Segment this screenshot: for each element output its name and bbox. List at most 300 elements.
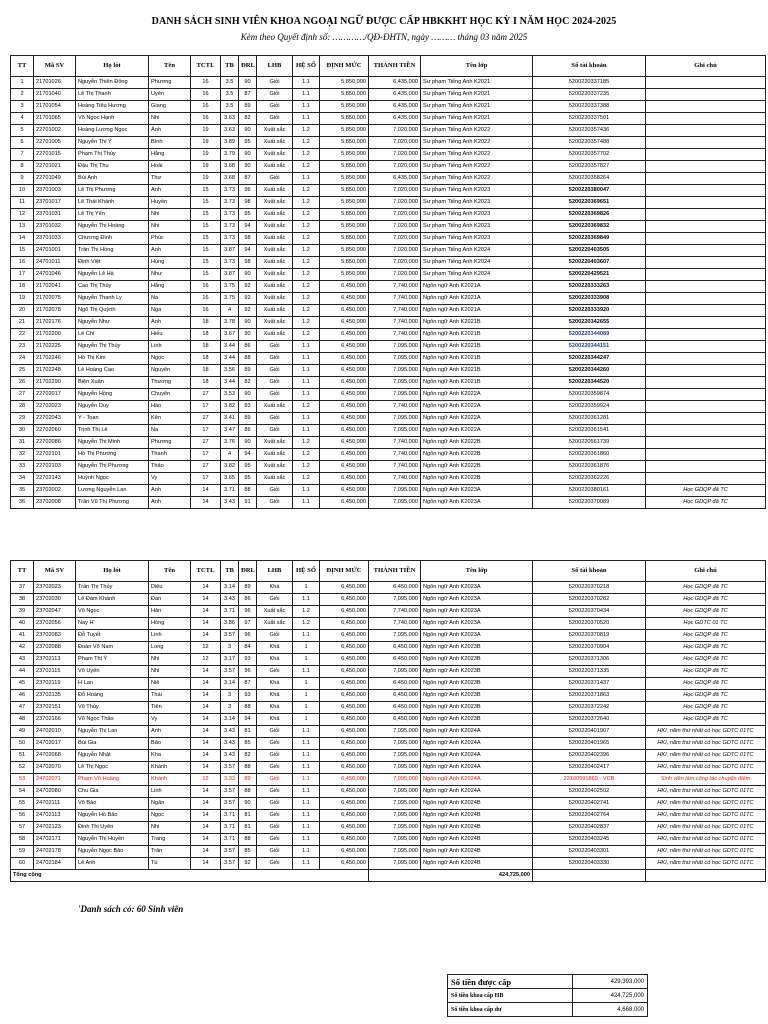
cell-bank-account: 5200220369826 [533, 209, 646, 221]
cell-last-middle-name: Hoàng Lương Ngọc [76, 125, 149, 137]
cell-student-id: 23702088 [34, 642, 76, 654]
cell-student-id: 24702010 [34, 726, 76, 738]
cell-conduct-score: 90 [239, 269, 257, 281]
table-row [11, 257, 766, 269]
cell-last-middle-name: Huỳnh Ngọc [76, 473, 149, 485]
header-quota: ĐỊNH MỨC [320, 56, 369, 77]
cell-student-id: 24702111 [34, 798, 76, 810]
table-row [11, 786, 766, 798]
cell-scholarship-level: Giỏi [257, 77, 293, 89]
cell-first-name: Thư [149, 173, 191, 185]
cell-first-name: Bảo [149, 738, 191, 750]
cell-quota: 6,450,000 [320, 461, 369, 473]
cell-last-middle-name: Đỗ Tuyết [76, 630, 149, 642]
document-title: DANH SÁCH SINH VIÊN KHOA NGOẠI NGỮ ĐƯỢC CẤP HBKKHT HỌC KỲ I NĂM HỌC 2024-2025 [151, 16, 617, 27]
table-row [11, 485, 766, 497]
cell-last-middle-name: Phạm Thị Ý [76, 654, 149, 666]
cell-note: HKI, năm thứ nhất có học GDTC 01TC [646, 810, 766, 822]
cell-last-middle-name: Hồ Thị Kim [76, 353, 149, 365]
cell-conduct-score: 96 [239, 606, 257, 618]
cell-class-name: Ngôn ngữ Anh K2024A [421, 774, 533, 786]
summary-value: 429,393,000 [572, 975, 647, 989]
cell-conduct-score: 90 [239, 798, 257, 810]
document-subtitle: Kèm theo Quyết định số: …………/QĐ-ĐHTN, ngày ……… tháng 03 năm 2025 [240, 32, 528, 42]
cell-gpa: 3.41 [221, 413, 239, 425]
header-bank-account: Số tài khoản [533, 561, 646, 582]
cell-class-name: Ngôn ngữ Anh K2024B [421, 798, 533, 810]
cell-credits: 14 [191, 834, 221, 846]
cell-coefficient: 1.2 [293, 449, 320, 461]
cell-amount: 7,095,000 [369, 738, 421, 750]
cell-last-middle-name: Lương Nguyễn Lan [76, 485, 149, 497]
cell-credits: 14 [191, 822, 221, 834]
cell-first-name: Hào [149, 401, 191, 413]
cell-credits: 18 [191, 365, 221, 377]
cell-first-name: Na [149, 293, 191, 305]
cell-credits: 19 [191, 161, 221, 173]
cell-amount: 7,020,000 [369, 257, 421, 269]
cell-coefficient: 1.1 [293, 630, 320, 642]
cell-amount: 7,740,000 [369, 606, 421, 618]
cell-gpa: 3.87 [221, 245, 239, 257]
cell-first-name: Ngọc [149, 810, 191, 822]
table-row [11, 497, 766, 509]
cell-coefficient: 1.1 [293, 101, 320, 113]
cell-coefficient: 1.1 [293, 774, 320, 786]
cell-student-id: 24702184 [34, 858, 76, 870]
cell-conduct-score: 88 [239, 485, 257, 497]
cell-scholarship-level: Xuất sắc [257, 197, 293, 209]
table-row [11, 762, 766, 774]
table-row [11, 353, 766, 365]
cell-scholarship-level: Giỏi [257, 834, 293, 846]
cell-coefficient: 1.2 [293, 185, 320, 197]
cell-first-name: Hùng [149, 257, 191, 269]
cell-conduct-score: 90 [239, 149, 257, 161]
cell-scholarship-level: Xuất sắc [257, 221, 293, 233]
summary-label: Số tiền khoa cấp dư [448, 1003, 573, 1017]
cell-note: Học GDQP đã TC [646, 582, 766, 594]
cell-gpa: 3.56 [221, 365, 239, 377]
scholarship-table-page-2 [10, 560, 766, 882]
cell-note: HKI, năm thứ nhất có học GDTC 01TC [646, 786, 766, 798]
cell-class-name: Sư phạm Tiếng Anh K2022 [421, 125, 533, 137]
cell-conduct-score: 92 [239, 858, 257, 870]
cell-student-id: 23702135 [34, 690, 76, 702]
cell-gpa: 3.43 [221, 726, 239, 738]
cell-scholarship-level: Giỏi [257, 173, 293, 185]
cell-gpa: 3.57 [221, 798, 239, 810]
cell-scholarship-level: Xuất sắc [257, 293, 293, 305]
cell-gpa: 3.86 [221, 618, 239, 630]
cell-gpa: 3.73 [221, 233, 239, 245]
cell-row-number: 37 [11, 582, 34, 594]
cell-amount: 6,450,000 [369, 690, 421, 702]
cell-quota: 6,450,000 [320, 654, 369, 666]
cell-row-number: 34 [11, 473, 34, 485]
table-row [11, 834, 766, 846]
cell-last-middle-name: Đinh Việt [76, 257, 149, 269]
cell-bank-account: 5200220401965 [533, 738, 646, 750]
cell-quota: 5,850,000 [320, 149, 369, 161]
table-row [11, 606, 766, 618]
cell-coefficient: 1 [293, 702, 320, 714]
cell-row-number: 5 [11, 125, 34, 137]
cell-credits: 14 [191, 497, 221, 509]
cell-amount: 7,095,000 [369, 497, 421, 509]
cell-amount: 6,435,000 [369, 89, 421, 101]
cell-row-number: 26 [11, 377, 34, 389]
cell-scholarship-level: Xuất sắc [257, 185, 293, 197]
table-body [11, 77, 766, 509]
table-row [11, 437, 766, 449]
cell-row-number: 13 [11, 221, 34, 233]
cell-scholarship-level: Xuất sắc [257, 437, 293, 449]
cell-coefficient: 1.2 [293, 329, 320, 341]
cell-last-middle-name: Nguyễn Thị Huyền [76, 834, 149, 846]
cell-class-name: Ngôn ngữ Anh K2024A [421, 762, 533, 774]
cell-first-name: Hân [149, 606, 191, 618]
cell-quota: 5,850,000 [320, 161, 369, 173]
cell-scholarship-level: Giỏi [257, 353, 293, 365]
cell-credits: 14 [191, 594, 221, 606]
cell-note [646, 281, 766, 293]
cell-first-name: Khánh [149, 774, 191, 786]
cell-row-number: 49 [11, 726, 34, 738]
cell-first-name: Trang [149, 834, 191, 846]
cell-conduct-score: 85 [239, 738, 257, 750]
cell-coefficient: 1.2 [293, 233, 320, 245]
cell-quota: 6,450,000 [320, 293, 369, 305]
cell-quota: 5,850,000 [320, 137, 369, 149]
cell-bank-account: 5200220337388 [533, 101, 646, 113]
cell-note [646, 401, 766, 413]
header-gpa: TB [221, 561, 239, 582]
cell-row-number: 23 [11, 341, 34, 353]
cell-gpa: 3 [221, 690, 239, 702]
cell-bank-account: 5200220429521 [533, 269, 646, 281]
cell-conduct-score: 81 [239, 810, 257, 822]
cell-conduct-score: 93 [239, 690, 257, 702]
cell-note [646, 473, 766, 485]
cell-conduct-score: 81 [239, 726, 257, 738]
cell-row-number: 25 [11, 365, 34, 377]
cell-gpa: 4 [221, 305, 239, 317]
cell-conduct-score: 90 [239, 317, 257, 329]
cell-conduct-score: 97 [239, 618, 257, 630]
cell-quota: 5,850,000 [320, 269, 369, 281]
cell-class-name: Ngôn ngữ Anh K2022B [421, 437, 533, 449]
cell-last-middle-name: Nguyễn Như [76, 317, 149, 329]
cell-conduct-score: 92 [239, 281, 257, 293]
cell-amount: 6,450,000 [369, 582, 421, 594]
cell-credits: 16 [191, 281, 221, 293]
cell-scholarship-level: Giỏi [257, 594, 293, 606]
cell-quota: 5,850,000 [320, 89, 369, 101]
cell-coefficient: 1.1 [293, 810, 320, 822]
cell-note [646, 293, 766, 305]
cell-gpa: 3.57 [221, 858, 239, 870]
cell-row-number: 6 [11, 137, 34, 149]
header-scholarship-level: LHB [257, 561, 293, 582]
empty-cell [533, 870, 646, 882]
cell-conduct-score: 87 [239, 89, 257, 101]
cell-row-number: 52 [11, 762, 34, 774]
cell-last-middle-name: Nguyễn Thị Lan [76, 726, 149, 738]
cell-student-id: 24702113 [34, 810, 76, 822]
cell-gpa: 3.71 [221, 606, 239, 618]
cell-coefficient: 1.1 [293, 173, 320, 185]
cell-class-name: Ngôn ngữ Anh K2023A [421, 618, 533, 630]
cell-gpa: 3.44 [221, 341, 239, 353]
cell-amount: 7,095,000 [369, 786, 421, 798]
cell-gpa: 3.57 [221, 762, 239, 774]
cell-class-name: Ngôn ngữ Anh K2023A [421, 630, 533, 642]
header-credits: TCTL [191, 56, 221, 77]
cell-amount: 7,095,000 [369, 630, 421, 642]
cell-gpa: 3.73 [221, 257, 239, 269]
cell-student-id: 21702041 [34, 281, 76, 293]
cell-quota: 5,850,000 [320, 209, 369, 221]
cell-bank-account: 5200220402396 [533, 750, 646, 762]
cell-amount: 7,095,000 [369, 594, 421, 606]
cell-last-middle-name: Bùi Anh [76, 173, 149, 185]
cell-quota: 6,450,000 [320, 317, 369, 329]
cell-first-name: Giang [149, 101, 191, 113]
cell-coefficient: 1.1 [293, 750, 320, 762]
cell-gpa: 3.14 [221, 714, 239, 726]
cell-class-name: Ngôn ngữ Anh K2021B [421, 329, 533, 341]
cell-amount: 7,020,000 [369, 185, 421, 197]
cell-bank-account: 5200220333263 [533, 281, 646, 293]
cell-conduct-score: 93 [239, 654, 257, 666]
cell-note: HKI, năm thứ nhất có học GDTC 01TC [646, 798, 766, 810]
cell-note [646, 209, 766, 221]
cell-conduct-score: 90 [239, 329, 257, 341]
header-amount: THÀNH TIỀN [369, 56, 421, 77]
cell-student-id: 22702086 [34, 437, 76, 449]
cell-bank-account: 5200220359924 [533, 401, 646, 413]
cell-coefficient: 1.2 [293, 269, 320, 281]
cell-conduct-score: 91 [239, 497, 257, 509]
cell-bank-account: 5200220403245 [533, 834, 646, 846]
cell-bank-account: 5200220403607 [533, 257, 646, 269]
header-scholarship-level: LHB [257, 56, 293, 77]
cell-last-middle-name: Võ Uyên [76, 666, 149, 678]
cell-amount: 7,095,000 [369, 846, 421, 858]
cell-scholarship-level: Xuất sắc [257, 281, 293, 293]
cell-gpa: 3.57 [221, 786, 239, 798]
cell-quota: 6,450,000 [320, 858, 369, 870]
cell-class-name: Ngôn ngữ Anh K2024B [421, 834, 533, 846]
cell-conduct-score: 89 [239, 582, 257, 594]
cell-conduct-score: 96 [239, 185, 257, 197]
cell-scholarship-level: Xuất sắc [257, 461, 293, 473]
cell-row-number: 54 [11, 786, 34, 798]
cell-gpa: 3.53 [221, 389, 239, 401]
cell-scholarship-level: Xuất sắc [257, 137, 293, 149]
cell-conduct-score: 94 [239, 449, 257, 461]
cell-last-middle-name: Võ Bảo [76, 798, 149, 810]
cell-first-name: Anh [149, 497, 191, 509]
cell-class-name: Sư phạm Tiếng Anh K2021 [421, 77, 533, 89]
table-row [11, 798, 766, 810]
cell-gpa: 3 [221, 702, 239, 714]
cell-scholarship-level: Giỏi [257, 798, 293, 810]
cell-conduct-score: 96 [239, 630, 257, 642]
cell-quota: 6,450,000 [320, 485, 369, 497]
cell-class-name: Ngôn ngữ Anh K2022A [421, 425, 533, 437]
table-row [11, 293, 766, 305]
cell-row-number: 16 [11, 257, 34, 269]
cell-amount: 7,095,000 [369, 726, 421, 738]
cell-conduct-score: 98 [239, 233, 257, 245]
cell-class-name: Sư phạm Tiếng Anh K2023 [421, 221, 533, 233]
table-row [11, 341, 766, 353]
cell-class-name: Ngôn ngữ Anh K2023A [421, 497, 533, 509]
cell-last-middle-name: Nguyễn Thị Thùy [76, 341, 149, 353]
cell-student-id: 24701001 [34, 245, 76, 257]
cell-last-middle-name: Lê Hoàng Cao [76, 365, 149, 377]
cell-credits: 16 [191, 293, 221, 305]
cell-amount: 7,095,000 [369, 377, 421, 389]
cell-quota: 5,850,000 [320, 233, 369, 245]
cell-amount: 7,020,000 [369, 221, 421, 233]
cell-coefficient: 1.1 [293, 738, 320, 750]
cell-row-number: 19 [11, 293, 34, 305]
cell-coefficient: 1.2 [293, 149, 320, 161]
cell-class-name: Ngôn ngữ Anh K2023B [421, 678, 533, 690]
cell-first-name: Ngọc [149, 353, 191, 365]
cell-quota: 6,450,000 [320, 425, 369, 437]
total-row [11, 870, 766, 882]
cell-coefficient: 1.1 [293, 798, 320, 810]
cell-scholarship-level: Giỏi [257, 774, 293, 786]
cell-bank-account: 5200220361860 [533, 449, 646, 461]
cell-scholarship-level: Giỏi [257, 377, 293, 389]
cell-note [646, 89, 766, 101]
cell-student-id: 21702225 [34, 341, 76, 353]
cell-student-id: 22702143 [34, 473, 76, 485]
cell-note: Học GDQP đã TC [646, 714, 766, 726]
table-row [11, 618, 766, 630]
table-row [11, 245, 766, 257]
cell-student-id: 24702068 [34, 750, 76, 762]
table-row [11, 101, 766, 113]
cell-note: Học GDTC 01 TC [646, 618, 766, 630]
cell-conduct-score: 92 [239, 293, 257, 305]
cell-scholarship-level: Khá [257, 714, 293, 726]
cell-first-name: Linh [149, 786, 191, 798]
cell-amount: 6,450,000 [369, 702, 421, 714]
cell-credits: 14 [191, 666, 221, 678]
cell-class-name: Ngôn ngữ Anh K2022A [421, 401, 533, 413]
cell-first-name: Ngân [149, 798, 191, 810]
table-row [11, 666, 766, 678]
header-row-number: TT [11, 561, 34, 582]
cell-last-middle-name: Phạm Thị Thúy [76, 149, 149, 161]
cell-row-number: 59 [11, 846, 34, 858]
cell-coefficient: 1.2 [293, 281, 320, 293]
cell-row-number: 44 [11, 666, 34, 678]
cell-quota: 6,450,000 [320, 377, 369, 389]
cell-conduct-score: 94 [239, 221, 257, 233]
cell-scholarship-level: Xuất sắc [257, 233, 293, 245]
cell-bank-account: 5200220344247 [533, 353, 646, 365]
cell-scholarship-level: Giỏi [257, 413, 293, 425]
table-row [11, 161, 766, 173]
header-amount: THÀNH TIỀN [369, 561, 421, 582]
cell-scholarship-level: Giỏi [257, 497, 293, 509]
cell-class-name: Ngôn ngữ Anh K2023B [421, 714, 533, 726]
cell-quota: 6,450,000 [320, 365, 369, 377]
cell-scholarship-level: Giỏi [257, 389, 293, 401]
cell-note [646, 341, 766, 353]
cell-amount: 7,740,000 [369, 317, 421, 329]
cell-class-name: Ngôn ngữ Anh K2024B [421, 846, 533, 858]
cell-credits: 18 [191, 329, 221, 341]
cell-row-number: 45 [11, 678, 34, 690]
cell-amount: 7,740,000 [369, 473, 421, 485]
cell-class-name: Sư phạm Tiếng Anh K2021 [421, 89, 533, 101]
cell-conduct-score: 95 [239, 461, 257, 473]
cell-amount: 7,095,000 [369, 774, 421, 786]
cell-bank-account: 5200220359874 [533, 389, 646, 401]
cell-credits: 17 [191, 437, 221, 449]
cell-class-name: Ngôn ngữ Anh K2023B [421, 690, 533, 702]
cell-gpa: 3.14 [221, 678, 239, 690]
cell-row-number: 2 [11, 89, 34, 101]
cell-last-middle-name: Biện Xuân [76, 377, 149, 389]
cell-row-number: 27 [11, 389, 34, 401]
cell-amount: 7,740,000 [369, 293, 421, 305]
cell-student-id: 22702101 [34, 449, 76, 461]
table-row [11, 594, 766, 606]
cell-last-middle-name: Trần Thị Thủy [76, 582, 149, 594]
cell-row-number: 40 [11, 618, 34, 630]
cell-bank-account: 5200220357702 [533, 149, 646, 161]
cell-note: Học GDQP đã TC [646, 642, 766, 654]
cell-class-name: Sư phạm Tiếng Anh K2024 [421, 245, 533, 257]
cell-coefficient: 1.2 [293, 437, 320, 449]
cell-coefficient: 1.1 [293, 389, 320, 401]
cell-gpa: 3.71 [221, 810, 239, 822]
cell-note: Học GDQP đã TC [646, 497, 766, 509]
cell-bank-account: 5200220357827 [533, 161, 646, 173]
cell-class-name: Ngôn ngữ Anh K2022B [421, 449, 533, 461]
cell-class-name: Ngôn ngữ Anh K2022A [421, 389, 533, 401]
table-row [11, 750, 766, 762]
cell-first-name: Uyên [149, 89, 191, 101]
cell-gpa: 3.71 [221, 834, 239, 846]
cell-note [646, 77, 766, 89]
cell-student-id: 23702151 [34, 702, 76, 714]
cell-gpa: 3.5 [221, 77, 239, 89]
cell-note [646, 161, 766, 173]
cell-row-number: 29 [11, 413, 34, 425]
cell-gpa: 4 [221, 449, 239, 461]
cell-student-id: 21702246 [34, 353, 76, 365]
cell-amount: 7,095,000 [369, 413, 421, 425]
cell-amount: 6,450,000 [369, 642, 421, 654]
cell-note: Sinh viên làm công tác chuyển điểm [646, 774, 766, 786]
cell-coefficient: 1.2 [293, 401, 320, 413]
cell-amount: 7,095,000 [369, 798, 421, 810]
cell-class-name: Ngôn ngữ Anh K2023B [421, 666, 533, 678]
table-row [11, 281, 766, 293]
table-row [11, 473, 766, 485]
cell-quota: 6,450,000 [320, 401, 369, 413]
